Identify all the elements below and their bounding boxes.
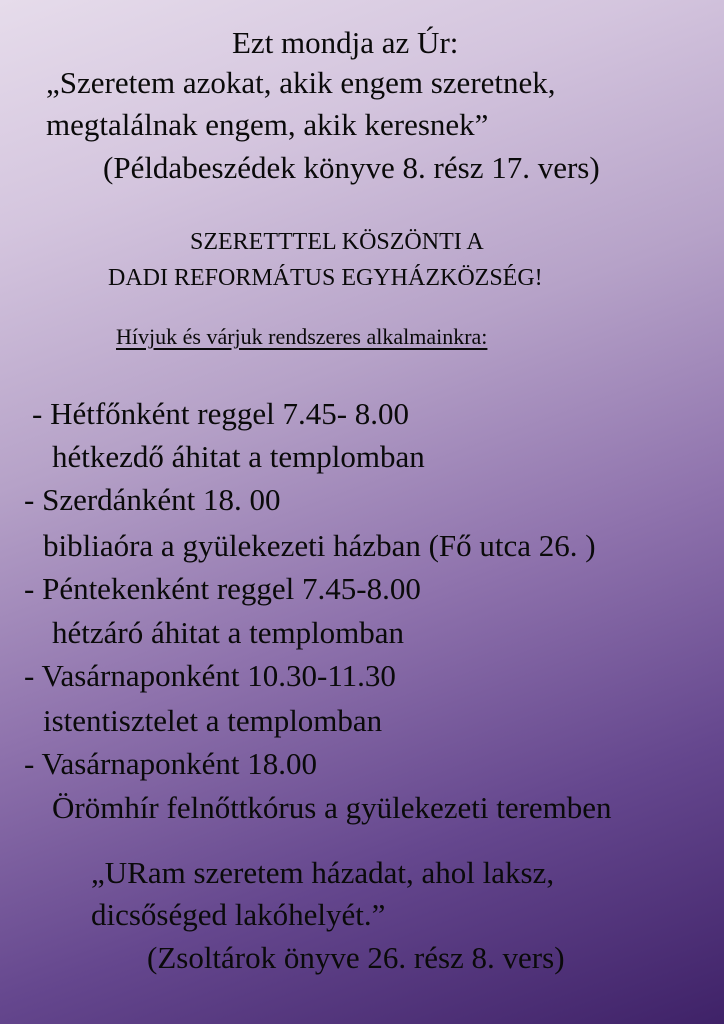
schedule-time-sunday-evening: - Vasárnaponként 18.00 bbox=[24, 746, 318, 781]
closing-reference: (Zsoltárok önyve 26. rész 8. vers) bbox=[147, 940, 565, 975]
schedule-desc-monday: hétkezdő áhitat a templomban bbox=[52, 439, 425, 474]
intro-quote-line-2: megtalálnak engem, akik keresnek” bbox=[46, 107, 489, 142]
greeting-line-2: DADI REFORMÁTUS EGYHÁZKÖZSÉG! bbox=[108, 265, 543, 291]
closing-quote-line-2: dicsőséged lakóhelyét.” bbox=[91, 897, 386, 932]
invite-heading: Hívjuk és várjuk rendszeres alkalmainkra: bbox=[116, 324, 488, 349]
schedule-desc-friday: hétzáró áhitat a templomban bbox=[52, 615, 405, 650]
schedule-time-friday: - Péntekenként reggel 7.45-8.00 bbox=[24, 571, 421, 606]
schedule-time-wednesday: - Szerdánként 18. 00 bbox=[24, 482, 281, 517]
intro-reference: (Példabeszédek könyve 8. rész 17. vers) bbox=[103, 150, 600, 185]
schedule-desc-sunday-morning: istentisztelet a templomban bbox=[43, 703, 383, 738]
closing-quote-line-1: „URam szeretem házadat, ahol laksz, bbox=[91, 855, 555, 890]
schedule-time-monday: - Hétfőnként reggel 7.45- 8.00 bbox=[32, 396, 410, 431]
intro-line-1: Ezt mondja az Úr: bbox=[232, 25, 459, 60]
greeting-line-1: SZERETTTEL KÖSZÖNTI A bbox=[190, 229, 484, 255]
schedule-desc-wednesday: bibliaóra a gyülekezeti házban (Fő utca 26. ) bbox=[43, 528, 596, 563]
schedule-time-sunday-morning: - Vasárnaponként 10.30-11.30 bbox=[24, 658, 396, 693]
intro-quote-line-1: „Szeretem azokat, akik engem szeretnek, bbox=[46, 65, 556, 100]
schedule-desc-sunday-evening: Örömhír felnőttkórus a gyülekezeti teremben bbox=[52, 790, 612, 825]
